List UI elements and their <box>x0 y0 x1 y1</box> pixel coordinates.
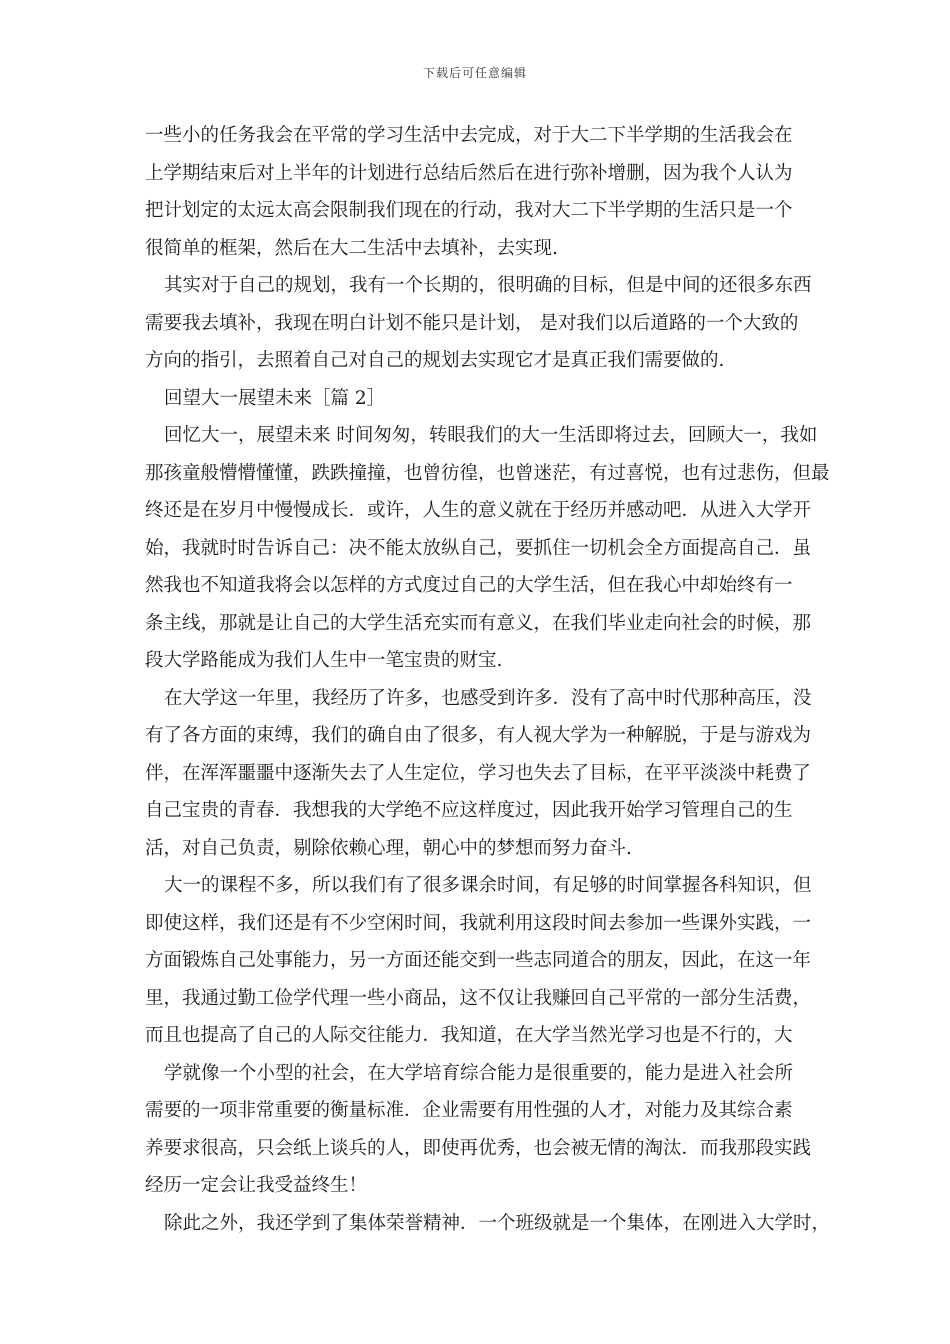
text-line: 在大学这一年里，我经历了许多，也感受到许多．没有了高中时代那种高压，没 <box>164 687 812 709</box>
text-line: 上学期结束后对上半年的计划进行总结后然后在进行弥补增删，因为我个人认为 <box>145 162 793 184</box>
text-line: 即使这样，我们还是有不少空闲时间，我就利用这段时间去参加一些课外实践，一 <box>145 912 812 934</box>
text-line: 需要我去填补，我现在明白计划不能只是计划， 是对我们以后道路的一个大致的 <box>145 312 799 334</box>
text-line: 活，对自己负责，剔除依赖心理，朝心中的梦想而努力奋斗. <box>145 837 632 859</box>
text-line: 有了各方面的束缚，我们的确自由了很多，有人视大学为一种解脱，于是与游戏为 <box>145 725 812 746</box>
text-line: 然我也不知道我将会以怎样的方式度过自己的大学生活，但在我心中却始终有一 <box>145 575 793 596</box>
text-line: 而且也提高了自己的人际交往能力．我知道，在大学当然光学习也是不行的，大 <box>145 1025 793 1046</box>
text-line: 需要的一项非常重要的衡量标准．企业需要有用性强的人才，对能力及其综合素 <box>145 1100 793 1121</box>
paragraph <box>145 117 810 267</box>
text-line: 除此之外，我还学到了集体荣誉精神．一个班级就是一个集体，在刚进入大学时， <box>164 1212 831 1234</box>
text-line: 学就像一个小型的社会，在大学培育综合能力是很重要的，能力是进入社会所 <box>164 1062 794 1084</box>
paragraph <box>145 680 810 868</box>
page-header: 下载后可任意编辑 <box>422 66 527 80</box>
text-line: 段大学路能成为我们人生中一笔宝贵的财宝. <box>145 650 503 671</box>
paragraph <box>145 267 810 380</box>
text-line: 回望大一展望未来［篇 2］ <box>164 387 386 409</box>
text-line: 自己宝贵的青春．我想我的大学绝不应这样度过，因此我开始学习管理自己的生 <box>145 800 793 821</box>
text-line: 一些小的任务我会在平常的学习生活中去完成，对于大二下半学期的生活我会在 <box>145 125 793 146</box>
text-line: 那孩童般懵懵懂懂，跌跌撞撞，也曾彷徨，也曾迷茫，有过喜悦，也有过悲伤，但最 <box>145 462 830 484</box>
paragraph <box>145 1055 810 1205</box>
text-line: 终还是在岁月中慢慢成长．或许，人生的意义就在于经历并感动吧．从进入大学开 <box>145 500 812 521</box>
text-line: 方面锻炼自己处事能力，另一方面还能交到一些志同道合的朋友，因此，在这一年 <box>145 950 812 971</box>
text-line: 经历一定会让我受益终生！ <box>145 1175 368 1196</box>
paragraph <box>145 867 810 1055</box>
text-line: 伴，在浑浑噩噩中逐渐失去了人生定位，学习也失去了目标，在平平淡淡中耗费了 <box>145 762 812 784</box>
paragraph <box>145 380 810 418</box>
document-body <box>145 117 831 1242</box>
paragraph <box>145 1205 831 1243</box>
text-line: 把计划定的太远太高会限制我们现在的行动，我对大二下半学期的生活只是一个 <box>145 200 793 221</box>
text-line: 大一的课程不多，所以我们有了很多课余时间，有足够的时间掌握各科知识，但 <box>164 875 812 896</box>
text-line: 很简单的框架，然后在大二生活中去填补，去实现. <box>145 237 558 259</box>
text-line: 养要求很高，只会纸上谈兵的人，即使再优秀，也会被无情的淘汰．而我那段实践 <box>145 1137 812 1159</box>
paragraph <box>145 417 830 680</box>
text-line: 里，我通过勤工俭学代理一些小商品，这不仅让我赚回自己平常的一部分生活费， <box>145 987 812 1009</box>
text-line: 方向的指引，去照着自己对自己的规划去实现它才是真正我们需要做的. <box>145 350 725 371</box>
text-line: 始，我就时时告诉自己：决不能太放纵自己，要抓住一切机会全方面提高自己．虽 <box>145 537 812 559</box>
text-line: 回忆大一，展望未来 时间匆匆，转眼我们的大一生活即将过去，回顾大一，我如 <box>164 425 818 446</box>
text-line: 条主线，那就是让自己的大学生活充实而有意义，在我们毕业走向社会的时候，那 <box>145 612 812 634</box>
text-line: 其实对于自己的规划，我有一个长期的，很明确的目标，但是中间的还很多东西 <box>164 275 812 296</box>
